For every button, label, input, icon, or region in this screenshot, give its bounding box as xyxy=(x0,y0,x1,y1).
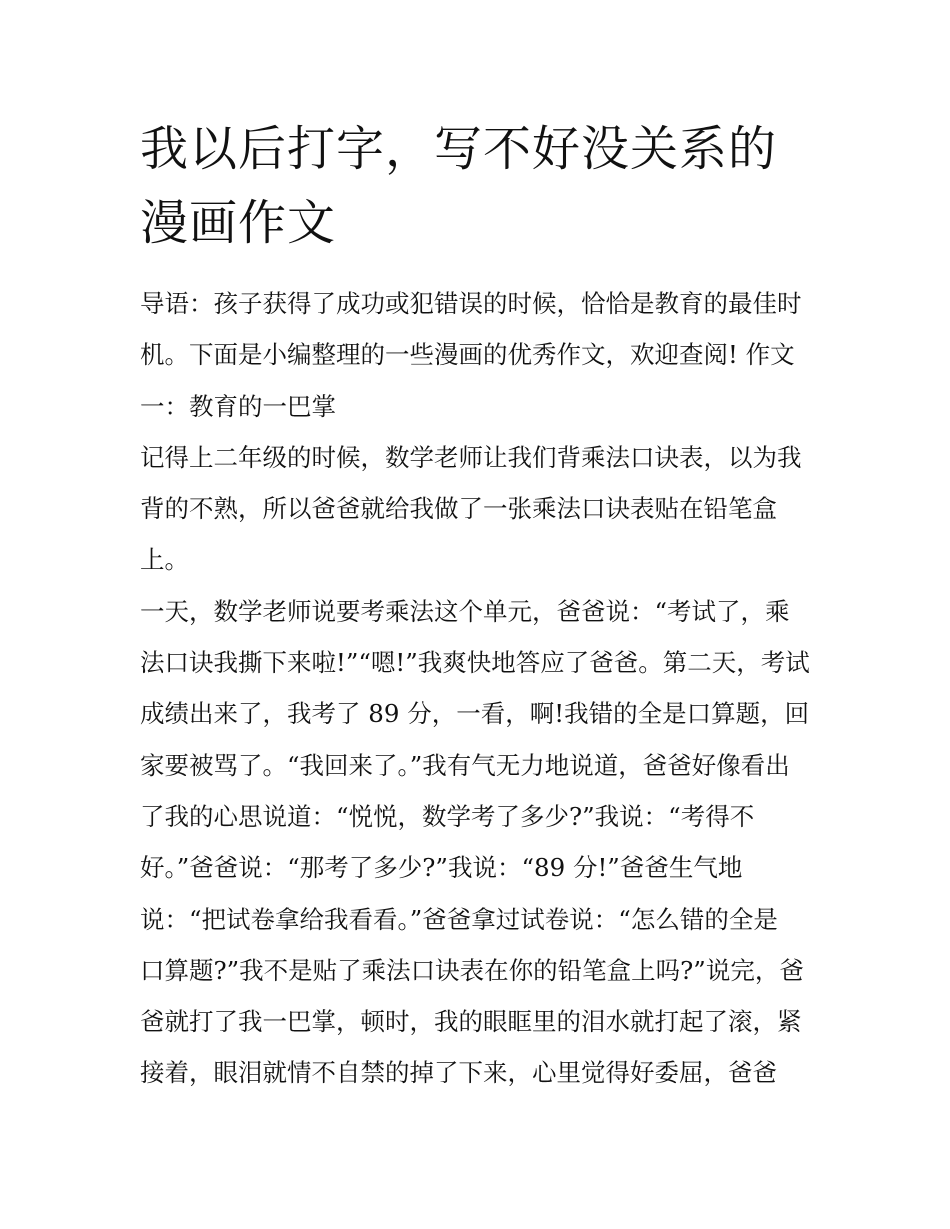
document-body xyxy=(140,112,820,1099)
text-line: 爸就打了我一巴掌，顿时，我的眼眶里的泪水就打起了滚，紧 xyxy=(140,1007,802,1037)
text-line: 了我的心思说道：“悦悦，数学考了多少?”我说：“考得不 xyxy=(140,801,755,831)
text-line: 法口诀我撕下来啦!”“嗯!”我爽快地答应了爸爸。第二天，考试 xyxy=(140,648,810,678)
text-line: 记得上二年级的时候，数学老师让我们背乘法口诀表，以为我 xyxy=(140,442,802,472)
text-line: 导语：孩子获得了成功或犯错误的时候，恰恰是教育的最佳时 xyxy=(140,289,802,318)
title-line: 漫画作文 xyxy=(140,195,337,251)
text-line: 上。 xyxy=(140,545,189,575)
title-line: 我以后打字，写不好没关系的 xyxy=(140,121,778,177)
text-line: 好。”爸爸说：“那考了多少?”我说：“89 分!”爸爸生气地 xyxy=(140,853,743,883)
text-line: 说：“把试卷拿给我看看。”爸爸拿过试卷说：“怎么错的全是 xyxy=(140,904,778,934)
text-line: 家要被骂了。“我回来了。”我有气无力地说道，爸爸好像看出 xyxy=(140,750,790,780)
text-line: 一：教育的一巴掌 xyxy=(140,391,336,421)
text-line: 成绩出来了，我考了 89 分，一看，啊!我错的全是口算题，回 xyxy=(140,699,810,729)
text-line: 口算题?”我不是贴了乘法口诀表在你的铅笔盒上吗?”说完，爸 xyxy=(140,955,804,985)
text-line: 机。下面是小编整理的一些漫画的优秀作文，欢迎查阅! 作文 xyxy=(140,340,795,370)
text-line: 接着，眼泪就情不自禁的掉了下来，心里觉得好委屈，爸爸 xyxy=(140,1058,777,1088)
text-line: 背的不熟，所以爸爸就给我做了一张乘法口诀表贴在铅笔盒 xyxy=(140,494,777,524)
text-line: 一天，数学老师说要考乘法这个单元，爸爸说：“考试了，乘 xyxy=(140,596,790,626)
document-title xyxy=(140,112,820,260)
article-text xyxy=(140,278,820,1099)
